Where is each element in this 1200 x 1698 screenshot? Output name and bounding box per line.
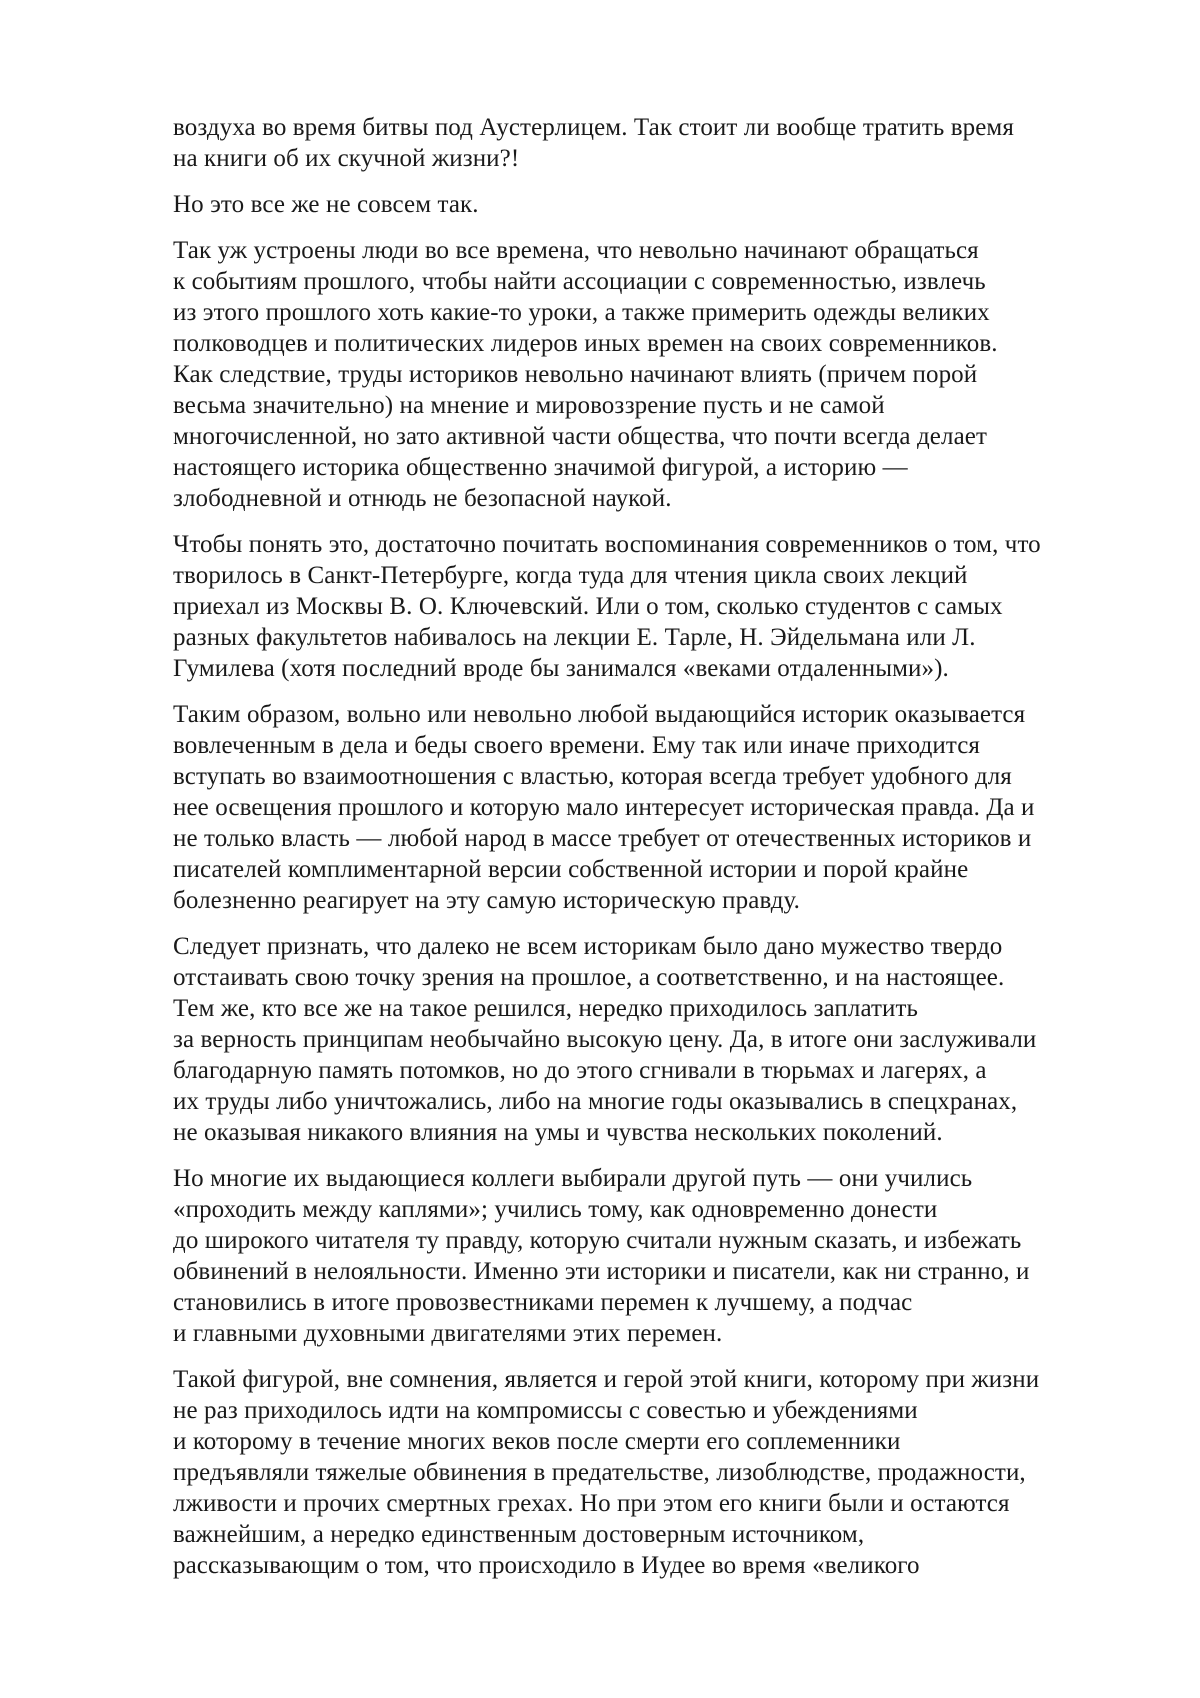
paragraph [173, 1163, 1113, 1349]
text-line: нее освещения прошлого и которую мало интересует историческая правда. Да и [173, 792, 1113, 823]
text-line: к событиям прошлого, чтобы найти ассоциации с современностью, извлечь [173, 266, 1113, 297]
text-line: не раз приходилось идти на компромиссы с совестью и убеждениями [173, 1395, 1113, 1426]
text-line: Таким образом, вольно или невольно любой выдающийся историк оказывается [173, 699, 1113, 730]
text-line: не только власть — любой народ в массе требует от отечественных историков и [173, 823, 1113, 854]
paragraph [173, 529, 1113, 684]
text-line: настоящего историка общественно значимой фигурой, а историю — [173, 452, 1113, 483]
text-line: Как следствие, труды историков невольно начинают влиять (причем порой [173, 359, 1113, 390]
text-line: вовлеченным в дела и беды своего времени. Ему так или иначе приходится [173, 730, 1113, 761]
text-line: важнейшим, а нередко единственным достоверным источником, [173, 1519, 1113, 1550]
text-line: Но это все же не совсем так. [173, 189, 1113, 220]
paragraph [173, 931, 1113, 1148]
text-line: Тем же, кто все же на такое решился, нередко приходилось заплатить [173, 993, 1113, 1024]
paragraph [173, 699, 1113, 916]
text-line: лживости и прочих смертных грехах. Но при этом его книги были и остаются [173, 1488, 1113, 1519]
text-line: творилось в Санкт-Петербурге, когда туда для чтения цикла своих лекций [173, 560, 1113, 591]
text-line: предъявляли тяжелые обвинения в предательстве, лизоблюдстве, продажности, [173, 1457, 1113, 1488]
body-text [173, 112, 1113, 1596]
text-line: отстаивать свою точку зрения на прошлое, а соответственно, и на настоящее. [173, 962, 1113, 993]
text-line: не оказывая никакого влияния на умы и чувства нескольких поколений. [173, 1117, 1113, 1148]
text-line: вступать во взаимоотношения с властью, которая всегда требует удобного для [173, 761, 1113, 792]
paragraph [173, 189, 1113, 220]
text-line: писателей комплиментарной версии собственной истории и порой крайне [173, 854, 1113, 885]
text-line: становились в итоге провозвестниками перемен к лучшему, а подчас [173, 1287, 1113, 1318]
text-line: многочисленной, но зато активной части общества, что почти всегда делает [173, 421, 1113, 452]
text-line: воздуха во время битвы под Аустерлицем. Так стоит ли вообще тратить время [173, 112, 1113, 143]
text-line: рассказывающим о том, что происходило в Иудее во время «великого [173, 1550, 1113, 1581]
text-line: их труды либо уничтожались, либо на многие годы оказывались в спецхранах, [173, 1086, 1113, 1117]
text-line: Следует признать, что далеко не всем историкам было дано мужество твердо [173, 931, 1113, 962]
paragraph [173, 112, 1113, 174]
text-line: Но многие их выдающиеся коллеги выбирали другой путь — они учились [173, 1163, 1113, 1194]
paragraph [173, 235, 1113, 514]
text-line: за верность принципам необычайно высокую цену. Да, в итоге они заслуживали [173, 1024, 1113, 1055]
document-page [0, 0, 1200, 1698]
text-line: Так уж устроены люди во все времена, что невольно начинают обращаться [173, 235, 1113, 266]
text-line: весьма значительно) на мнение и мировоззрение пусть и не самой [173, 390, 1113, 421]
paragraph [173, 1364, 1113, 1581]
text-line: Такой фигурой, вне сомнения, является и герой этой книги, которому при жизни [173, 1364, 1113, 1395]
text-line: полководцев и политических лидеров иных времен на своих современников. [173, 328, 1113, 359]
text-line: злободневной и отнюдь не безопасной наукой. [173, 483, 1113, 514]
text-line: «проходить между каплями»; учились тому, как одновременно донести [173, 1194, 1113, 1225]
text-line: благодарную память потомков, но до этого сгнивали в тюрьмах и лагерях, а [173, 1055, 1113, 1086]
text-line: Гумилева (хотя последний вроде бы занимался «веками отдаленными»). [173, 653, 1113, 684]
text-line: Чтобы понять это, достаточно почитать воспоминания современников о том, что [173, 529, 1113, 560]
text-line: и главными духовными двигателями этих перемен. [173, 1318, 1113, 1349]
text-line: из этого прошлого хоть какие-то уроки, а также примерить одежды великих [173, 297, 1113, 328]
text-line: болезненно реагирует на эту самую историческую правду. [173, 885, 1113, 916]
text-line: на книги об их скучной жизни?! [173, 143, 1113, 174]
text-line: обвинений в нелояльности. Именно эти историки и писатели, как ни странно, и [173, 1256, 1113, 1287]
text-line: до широкого читателя ту правду, которую считали нужным сказать, и избежать [173, 1225, 1113, 1256]
text-line: и которому в течение многих веков после смерти его соплеменники [173, 1426, 1113, 1457]
text-line: разных факультетов набивалось на лекции Е. Тарле, Н. Эйдельмана или Л. [173, 622, 1113, 653]
text-line: приехал из Москвы В. О. Ключевский. Или о том, сколько студентов с самых [173, 591, 1113, 622]
